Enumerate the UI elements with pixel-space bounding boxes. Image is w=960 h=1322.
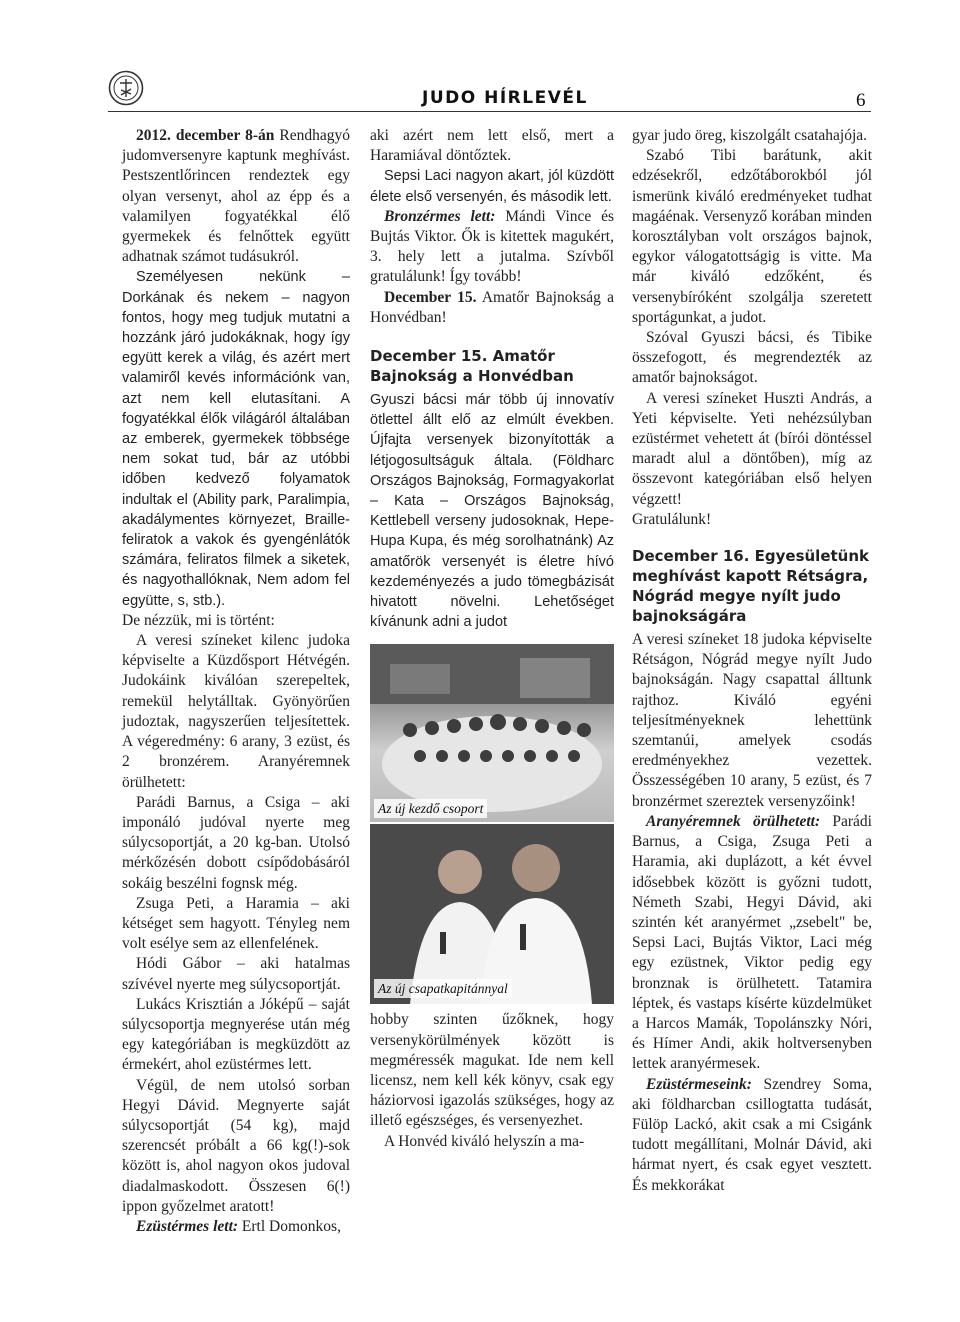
paragraph: A veresi színeket Huszti András, a Yeti képviselte. Yeti nehézsúlyban ezüstérmet vehetett át (bírói döntéssel maradt alul a döntőben), míg az összevont kategóriában első helyen végzett!	[632, 389, 872, 508]
newsletter-title: JUDO HÍRLEVÉL	[422, 88, 588, 108]
paragraph-text: Amatőr Bajnokság a Honvédban!	[370, 288, 615, 326]
paragraph-text: Rendhagyó judomversenyre kaptunk meghívást. Pestszentlőrincen rendeztek egy olyan versenyt, ahol az épp és a valamilyen fogyatékkal élő gyermekek és felnőttek együtt adhatnak számot tudásukról.	[122, 127, 350, 266]
result-label: Ezüstérmeseink:	[646, 1075, 752, 1093]
paragraph: A veresi színeket 18 judoka képviselte Rétságon, Nógrád megye nyílt Judo bajnokságán. Nagy csapattal álltunk rajthoz. Kiváló egyéni teljesítményeknek lehettünk szemtanúi, amelyek csodás eredményekhez vezettek. Összességében 10 arany, 5 ezüst, és 7 bronzérmet szereztek versenyzőink!	[632, 631, 872, 810]
paragraph	[632, 1075, 872, 1196]
paragraph: hobby szinten űzőknek, hogy versenykörülmények között is megméressék magukat. Ide nem kell licensz, nem kell kék könyv, csak egy háziorvosi igazolás szükséges, hogy az illető egészséges, és versenyezhet.	[370, 1011, 614, 1130]
photo-caption: Az új kezdő csoport	[374, 799, 487, 818]
paragraph	[370, 207, 614, 288]
paragraph	[370, 288, 614, 328]
paragraph: Parádi Barnus, a Csiga – aki imponáló judóval nyerte meg súlycsoportját, a 20 kg-ban. Utolsó mérkőzésén dobott csípődobásáról sokáig beszélni fognsk még.	[122, 793, 350, 892]
paragraph: Lukács Krisztián a Jóképű – saját súlycsoportja megnyerése után még egy kategóriában is megküzdött az érmekért, ahol ezüstérmes lett.	[122, 995, 350, 1074]
paragraph-text: Parádi Barnus, a Csiga, Zsuga Peti a Haramia, aki duplázott, a két évvel idősebbek között is győzni tudott, Németh Szabi, Hegyi Dávid, aki szintén két aranyérmet „zsebelt" be, Sepsi Laci, Bujtás Viktor, Laci még egy ezüstnek, Viktor pedig egy bronznak is örülhetett. Tatamira léptek, és vastaps kísérte küzdelmüket a Harcos Mamák, Topolánszky Nóri, és Hímer Andi, akik holtversenyben lettek aranyérmesek.	[632, 812, 872, 1073]
paragraph: Szabó Tibi barátunk, akit edzésekről, edzőtáborokból jól ismerünk kiváló eredményeket tudhat magáénak. Versenyző korában minden korosztályban volt országos bajnok, egykor válogatottságig is vitte. Ma már kiváló edzőként, és versenybíróként szolgálja szeretett sportágunkat, a judot.	[632, 147, 872, 326]
page-number: 6	[856, 90, 866, 111]
photo-caption: Az új csapatkapitánnyal	[374, 979, 512, 998]
paragraph	[122, 267, 350, 610]
section-heading: December 16. Egyesületünk meghívást kapott Rétságra, Nógrád megye nyílt judo bajnokságára	[632, 547, 870, 626]
paragraph: Hódi Gábor – aki hatalmas szívével nyerte meg súlycsoportját.	[122, 955, 350, 993]
section-heading: December 15. Amatőr Bajnokság a Honvédban	[370, 347, 574, 386]
paragraph-text: A fogyatékkal élők világáról általában az emberek, gyermekek többsége nem sokat tud, bár az utóbbi időben kedvező folyamatok indultak el (Ability park, Paralimpia, akadálymentes környezet, Braille-feliratok a vakok és gyengénlátók számára, feliratos filmek a siketek, és nagyothallóknak, Nem adom fel együtte, s, stb.).	[122, 390, 350, 609]
paragraph: Végül, de nem utolsó sorban Hegyi Dávid. Megnyerte saját súlycsoportját (54 kg), majd szerencsét próbált a 66 kg(!)-sok között is, ahol nagyon okos judoval diadalmaskodott. Összesen 6(!) ippon győzelmet aratott!	[122, 1076, 350, 1215]
paragraph-text: Ertl Domonkos,	[238, 1217, 341, 1235]
paragraph: Gratulálunk!	[632, 510, 712, 528]
paragraph: Szóval Gyuszi bácsi, és Tibike összefogott, és megrendezték az amatőr bajnokságot.	[632, 329, 872, 387]
paragraph	[122, 126, 350, 267]
paragraph	[122, 1217, 350, 1237]
paragraph: Sepsi Laci nagyon akart, jól küzdött élete első versenyén, és második lett.	[370, 168, 614, 205]
paragraph	[632, 812, 872, 1075]
paragraph: A Honvéd kiváló helyszín a ma-	[384, 1132, 585, 1150]
paragraph-text: Személyesen nekünk – Dorkának és nekem – nagyon fontos, hogy meg tudjuk mutatni a hozzánk járó judokáknak, hogy így együtt kerek a világ, és azért mert valamiről kevés információnk van, azt nem kell elutasítani.	[122, 269, 350, 407]
result-label: Ezüstérmes lett:	[136, 1217, 239, 1235]
date-lead: 2012. december 8-án	[136, 127, 275, 144]
photo-new-team-captain	[370, 824, 614, 1004]
column-1	[122, 126, 350, 1237]
result-label: Bronzérmes lett:	[384, 207, 496, 225]
paragraph: Gyuszi bácsi már több új innovatív ötlettel állt elő az elmúlt években. Újfajta versenyek bizonyították a létjogosultságuk általa. (Földharc Országos Bajnokság, Formagyakorlat – Kata – Országos Bajnokság, Kettlebell verseny judosoknak, Hepe-Hupa Kupa, és még sorolhatnánk) Az amatőrök versenyét is életre hívó kezdeményezés a judo tömegbázisát hivatott növelni. Lehetőséget kívánunk adni a judot	[370, 392, 614, 631]
photo-new-beginner-group	[370, 644, 614, 822]
paragraph-text: Mándi Vince és Bujtás Viktor. Ők is kitettek magukért, 3. hely lett a jutalma. Szívből gratulálunk! Így tovább!	[370, 207, 614, 286]
header-divider	[108, 111, 871, 112]
result-label: Aranyéremnek örülhetett:	[646, 812, 821, 830]
column-2	[370, 126, 614, 1152]
paragraph: aki azért nem lett első, mert a Haramiával döntőztek.	[370, 127, 614, 165]
column-3	[632, 126, 872, 1196]
paragraph: A veresi színeket kilenc judoka képviselte a Küzdősport Hétvégén. Judokáink kiválóan szerepeltek, remekül helytálltak. Gyönyörűen judoztak, nagyszerűen teljesítettek. A végeredmény: 6 arany, 3 ezüst, és 2 bronzérem. Aranyéremnek örülhetett:	[122, 632, 350, 791]
paragraph-text: Szendrey Soma, aki földharcban csillogtatta tudását, Fülöp Lackó, akit csak a mi Csigánk tudott megállítani, Molnár Dávid, aki hármat nyert, és csak egyet vesztett. És mekkorákat	[632, 1075, 872, 1194]
paragraph: gyar judo öreg, kiszolgált csatahajója.	[632, 127, 868, 144]
date-lead: December 15.	[384, 288, 477, 306]
judo-club-emblem-icon	[108, 70, 144, 106]
paragraph: Zsuga Peti, a Haramia – aki kétséget sem hagyott. Tényleg nem volt esélye sem az ellenfelének.	[122, 894, 350, 953]
paragraph: De nézzük, mi is történt:	[122, 611, 275, 629]
